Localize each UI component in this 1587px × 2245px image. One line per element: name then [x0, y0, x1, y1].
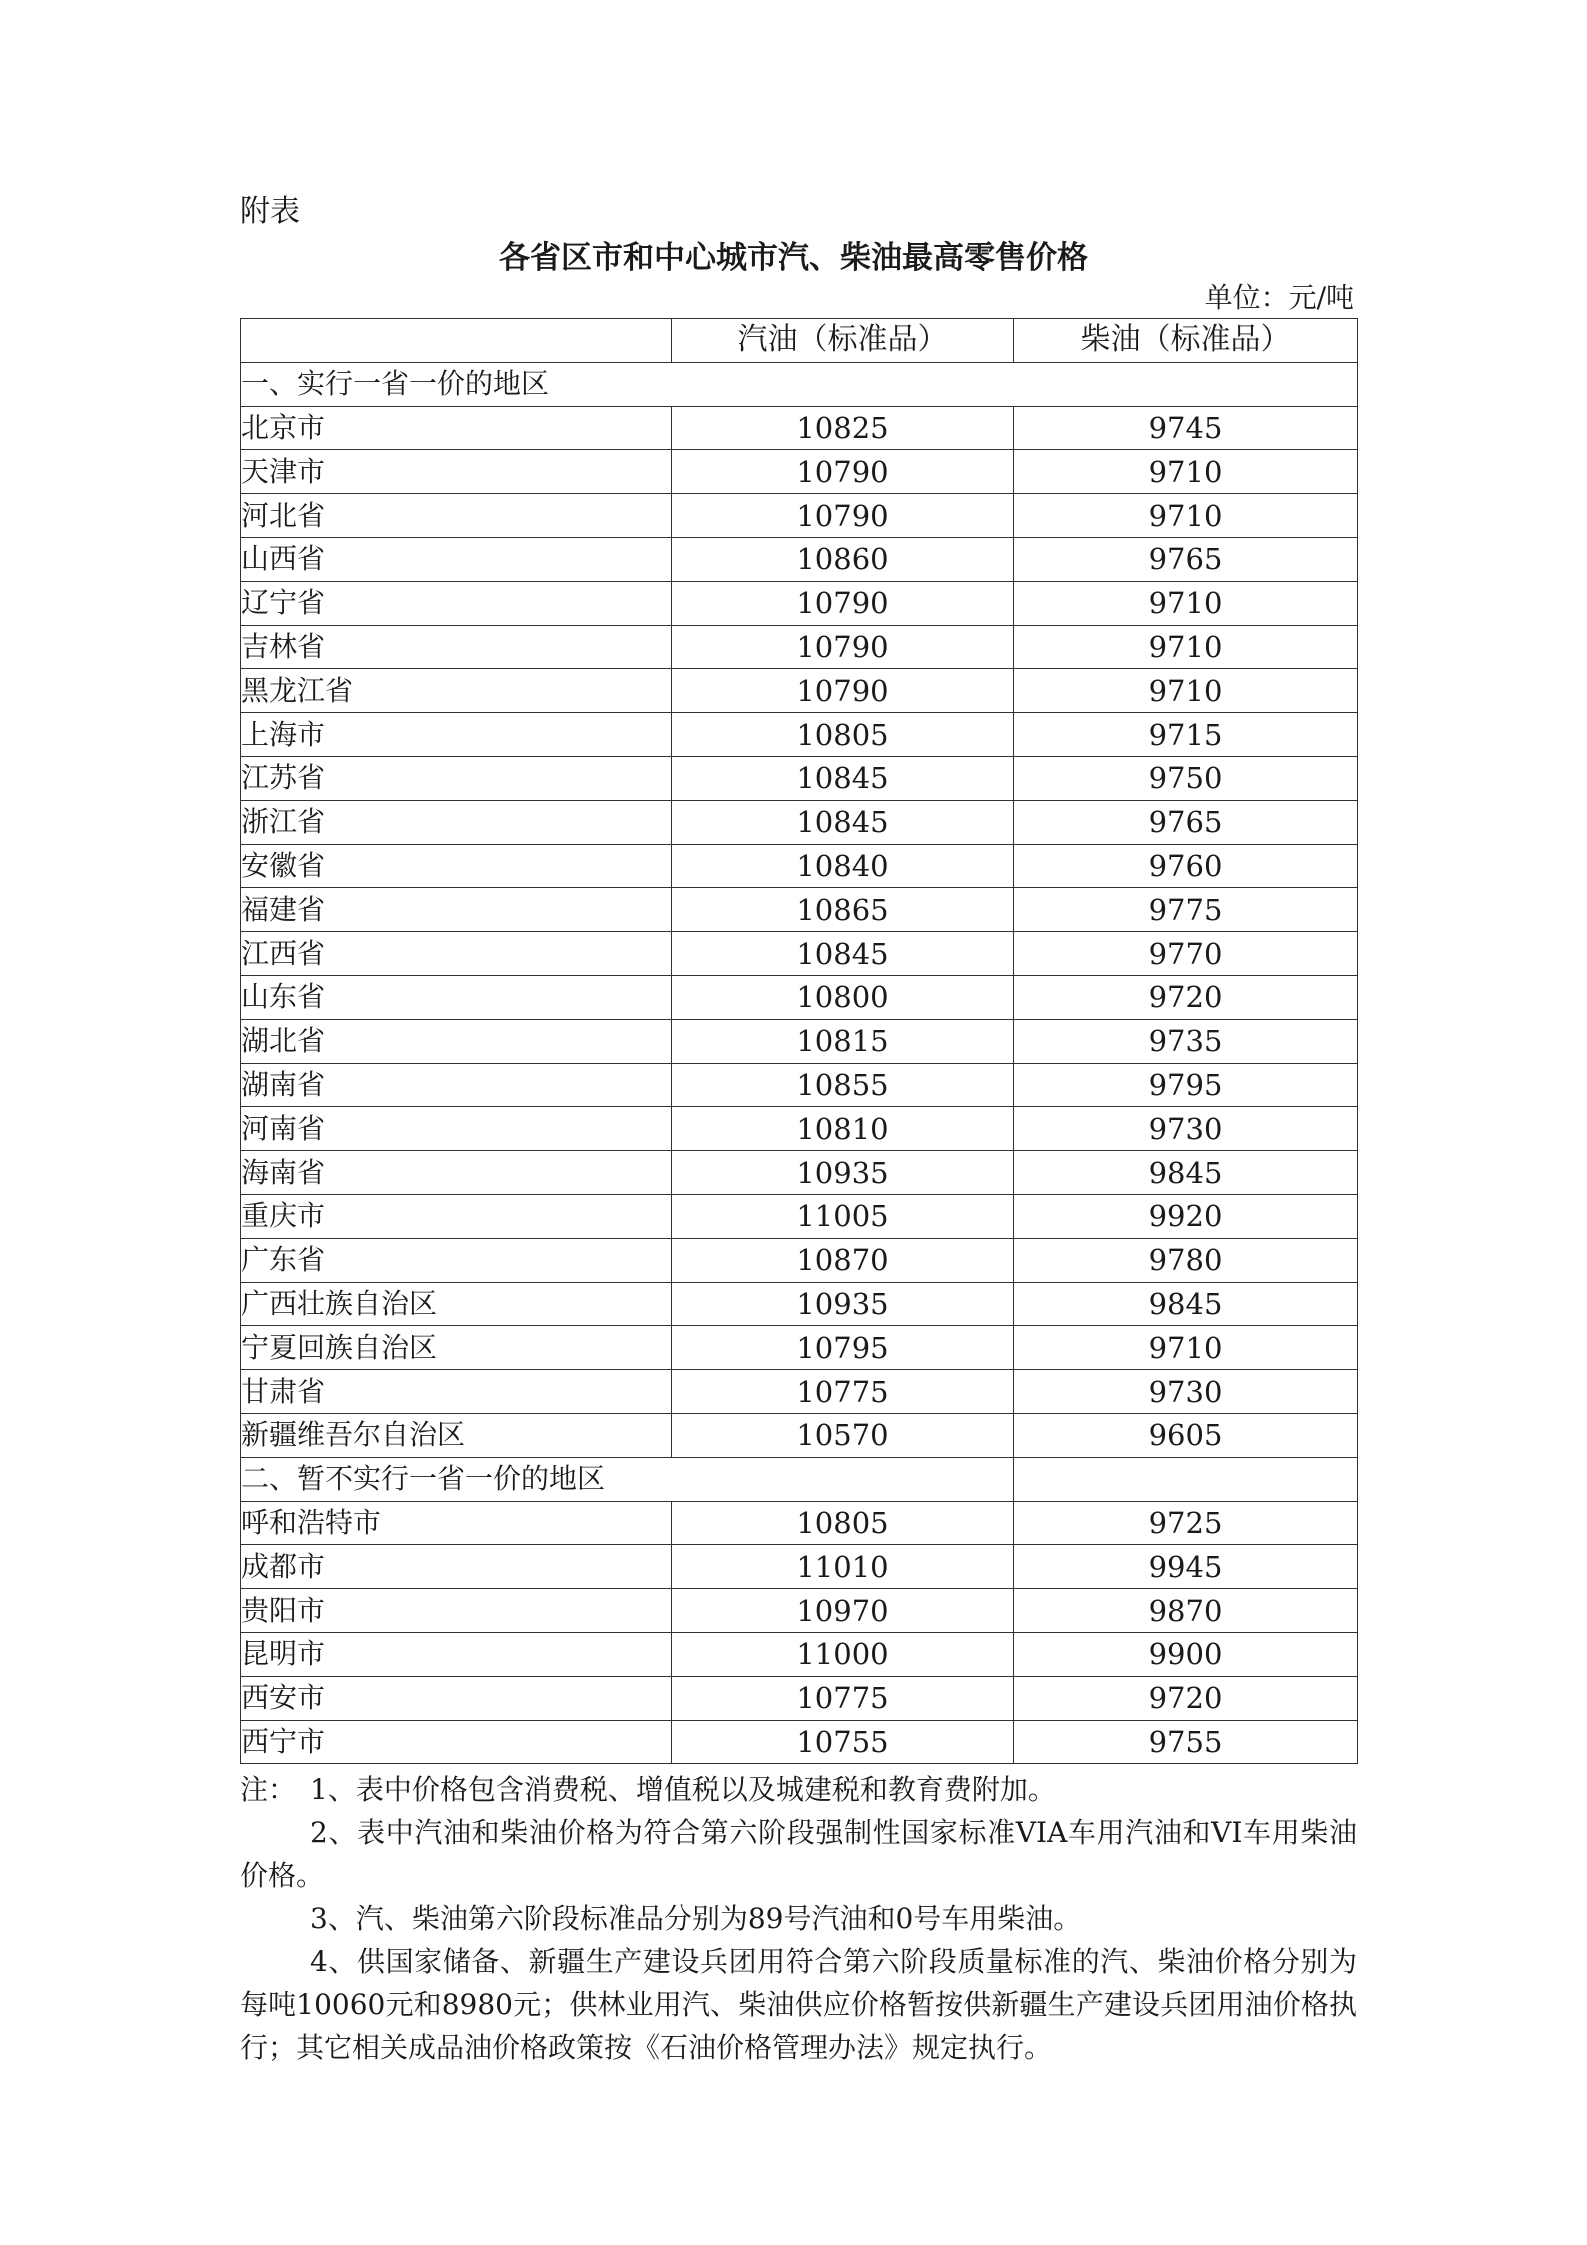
- region-name-cell: 福建省: [241, 888, 672, 932]
- gasoline-price-cell: 10810: [672, 1107, 1014, 1151]
- table-row: [241, 756, 1358, 800]
- gasoline-price-cell: 11010: [672, 1545, 1014, 1589]
- gasoline-price-cell: 10815: [672, 1019, 1014, 1063]
- empty-cell: [1014, 1457, 1358, 1501]
- table-row: [241, 1326, 1358, 1370]
- table-row: [241, 1063, 1358, 1107]
- region-name-cell: 北京市: [241, 406, 672, 450]
- table-body: [241, 362, 1358, 1764]
- region-name-cell: 呼和浩特市: [241, 1501, 672, 1545]
- table-row: [241, 1413, 1358, 1457]
- region-name-cell: 黑龙江省: [241, 669, 672, 713]
- diesel-price-cell: 9845: [1014, 1282, 1358, 1326]
- gasoline-price-cell: 10795: [672, 1326, 1014, 1370]
- gasoline-price-cell: 10935: [672, 1151, 1014, 1195]
- table-row: [241, 888, 1358, 932]
- table-row: [241, 669, 1358, 713]
- gasoline-price-cell: 10805: [672, 1501, 1014, 1545]
- unit-label: 单位：元/吨: [1204, 281, 1354, 314]
- gasoline-price-cell: 10790: [672, 625, 1014, 669]
- gasoline-price-cell: 11000: [672, 1632, 1014, 1676]
- diesel-price-cell: 9920: [1014, 1194, 1358, 1238]
- diesel-price-cell: 9605: [1014, 1413, 1358, 1457]
- diesel-price-cell: 9900: [1014, 1632, 1358, 1676]
- table-row: [241, 1545, 1358, 1589]
- diesel-price-cell: 9870: [1014, 1589, 1358, 1633]
- note-item-3: 3、汽、柴油第六阶段标准品分别为89号汽油和0号车用柴油。: [310, 1902, 1082, 1935]
- table-row: [241, 932, 1358, 976]
- region-name-cell: 山西省: [241, 537, 672, 581]
- diesel-price-cell: 9775: [1014, 888, 1358, 932]
- section-header-row: [241, 1457, 1358, 1501]
- region-name-cell: 上海市: [241, 713, 672, 757]
- gasoline-price-cell: 10790: [672, 669, 1014, 713]
- diesel-price-cell: 9765: [1014, 800, 1358, 844]
- gasoline-price-cell: 10805: [672, 713, 1014, 757]
- diesel-price-cell: 9945: [1014, 1545, 1358, 1589]
- diesel-price-cell: 9730: [1014, 1107, 1358, 1151]
- table-row: [241, 713, 1358, 757]
- region-name-cell: 浙江省: [241, 800, 672, 844]
- gasoline-price-cell: 10775: [672, 1370, 1014, 1414]
- gasoline-price-cell: 10935: [672, 1282, 1014, 1326]
- document-title: 各省区市和中心城市汽、柴油最高零售价格: [499, 240, 1088, 276]
- region-name-cell: 河北省: [241, 494, 672, 538]
- gasoline-price-cell: 10570: [672, 1413, 1014, 1457]
- table-row: [241, 1632, 1358, 1676]
- diesel-price-cell: 9710: [1014, 581, 1358, 625]
- gasoline-price-cell: 10970: [672, 1589, 1014, 1633]
- gasoline-price-cell: 10870: [672, 1238, 1014, 1282]
- gasoline-price-cell: 10775: [672, 1676, 1014, 1720]
- gasoline-price-cell: 10845: [672, 932, 1014, 976]
- note-text: 1、表中价格包含消费税、增值税以及城建税和教育费附加。: [310, 1773, 1056, 1806]
- fuel-price-table: [240, 318, 1358, 1764]
- region-name-cell: 江苏省: [241, 756, 672, 800]
- table-row: [241, 1238, 1358, 1282]
- table-row: [241, 450, 1358, 494]
- header-gasoline: 汽油（标准品）: [672, 319, 1014, 363]
- table-row: [241, 1370, 1358, 1414]
- notes-prefix: 注：: [240, 1773, 297, 1806]
- table-row: [241, 1194, 1358, 1238]
- table-row: [241, 975, 1358, 1019]
- section-label: 二、暂不实行一省一价的地区: [241, 1457, 1014, 1501]
- table-row: [241, 1676, 1358, 1720]
- diesel-price-cell: 9780: [1014, 1238, 1358, 1282]
- table-row: [241, 625, 1358, 669]
- gasoline-price-cell: 10840: [672, 844, 1014, 888]
- gasoline-price-cell: 11005: [672, 1194, 1014, 1238]
- note-item-4: 4、供国家储备、新疆生产建设兵团用符合第六阶段质量标准的汽、柴油价格分别为每吨10060元和8980元；供林业用汽、柴油供应价格暂按供新疆生产建设兵团用油价格执行；其它相关成品油价格政策按《石油价格管理办法》规定执行。: [240, 1945, 1357, 2064]
- table-row: [241, 1151, 1358, 1195]
- gasoline-price-cell: 10825: [672, 406, 1014, 450]
- header-diesel: 柴油（标准品）: [1014, 319, 1358, 363]
- region-name-cell: 西宁市: [241, 1720, 672, 1764]
- region-name-cell: 辽宁省: [241, 581, 672, 625]
- region-name-cell: 昆明市: [241, 1632, 672, 1676]
- header-region: [241, 319, 672, 363]
- diesel-price-cell: 9760: [1014, 844, 1358, 888]
- section-header-row: [241, 362, 1358, 406]
- table-row: [241, 1589, 1358, 1633]
- diesel-price-cell: 9730: [1014, 1370, 1358, 1414]
- region-name-cell: 湖北省: [241, 1019, 672, 1063]
- diesel-price-cell: 9725: [1014, 1501, 1358, 1545]
- table-row: [241, 800, 1358, 844]
- table-row: [241, 1107, 1358, 1151]
- note-item-1: [240, 1768, 1357, 1811]
- table-row: [241, 1720, 1358, 1764]
- table-row: [241, 844, 1358, 888]
- diesel-price-cell: 9720: [1014, 975, 1358, 1019]
- region-name-cell: 江西省: [241, 932, 672, 976]
- diesel-price-cell: 9795: [1014, 1063, 1358, 1107]
- region-name-cell: 宁夏回族自治区: [241, 1326, 672, 1370]
- diesel-price-cell: 9710: [1014, 625, 1358, 669]
- diesel-price-cell: 9735: [1014, 1019, 1358, 1063]
- region-name-cell: 成都市: [241, 1545, 672, 1589]
- region-name-cell: 重庆市: [241, 1194, 672, 1238]
- table-row: [241, 1282, 1358, 1326]
- diesel-price-cell: 9765: [1014, 537, 1358, 581]
- region-name-cell: 贵阳市: [241, 1589, 672, 1633]
- diesel-price-cell: 9750: [1014, 756, 1358, 800]
- region-name-cell: 西安市: [241, 1676, 672, 1720]
- table-row: [241, 406, 1358, 450]
- gasoline-price-cell: 10800: [672, 975, 1014, 1019]
- table-row: [241, 537, 1358, 581]
- diesel-price-cell: 9745: [1014, 406, 1358, 450]
- region-name-cell: 天津市: [241, 450, 672, 494]
- notes-section: [240, 1768, 1357, 2069]
- region-name-cell: 山东省: [241, 975, 672, 1019]
- section-label: 一、实行一省一价的地区: [241, 362, 1358, 406]
- diesel-price-cell: 9720: [1014, 1676, 1358, 1720]
- table-row: [241, 1501, 1358, 1545]
- diesel-price-cell: 9710: [1014, 1326, 1358, 1370]
- region-name-cell: 海南省: [241, 1151, 672, 1195]
- table-row: [241, 494, 1358, 538]
- gasoline-price-cell: 10790: [672, 450, 1014, 494]
- region-name-cell: 吉林省: [241, 625, 672, 669]
- region-name-cell: 广西壮族自治区: [241, 1282, 672, 1326]
- diesel-price-cell: 9715: [1014, 713, 1358, 757]
- note-item-2: 2、表中汽油和柴油价格为符合第六阶段强制性国家标准VIA车用汽油和VI车用柴油价格。: [240, 1816, 1357, 1892]
- diesel-price-cell: 9710: [1014, 450, 1358, 494]
- region-name-cell: 广东省: [241, 1238, 672, 1282]
- gasoline-price-cell: 10845: [672, 756, 1014, 800]
- region-name-cell: 河南省: [241, 1107, 672, 1151]
- gasoline-price-cell: 10855: [672, 1063, 1014, 1107]
- diesel-price-cell: 9770: [1014, 932, 1358, 976]
- gasoline-price-cell: 10755: [672, 1720, 1014, 1764]
- region-name-cell: 新疆维吾尔自治区: [241, 1413, 672, 1457]
- table-row: [241, 581, 1358, 625]
- gasoline-price-cell: 10790: [672, 494, 1014, 538]
- gasoline-price-cell: 10865: [672, 888, 1014, 932]
- diesel-price-cell: 9710: [1014, 494, 1358, 538]
- gasoline-price-cell: 10790: [672, 581, 1014, 625]
- appendix-label: 附表: [240, 194, 300, 229]
- gasoline-price-cell: 10860: [672, 537, 1014, 581]
- region-name-cell: 湖南省: [241, 1063, 672, 1107]
- gasoline-price-cell: 10845: [672, 800, 1014, 844]
- region-name-cell: 安徽省: [241, 844, 672, 888]
- table-header-row: [241, 319, 1358, 363]
- diesel-price-cell: 9710: [1014, 669, 1358, 713]
- region-name-cell: 甘肃省: [241, 1370, 672, 1414]
- table-row: [241, 1019, 1358, 1063]
- diesel-price-cell: 9845: [1014, 1151, 1358, 1195]
- diesel-price-cell: 9755: [1014, 1720, 1358, 1764]
